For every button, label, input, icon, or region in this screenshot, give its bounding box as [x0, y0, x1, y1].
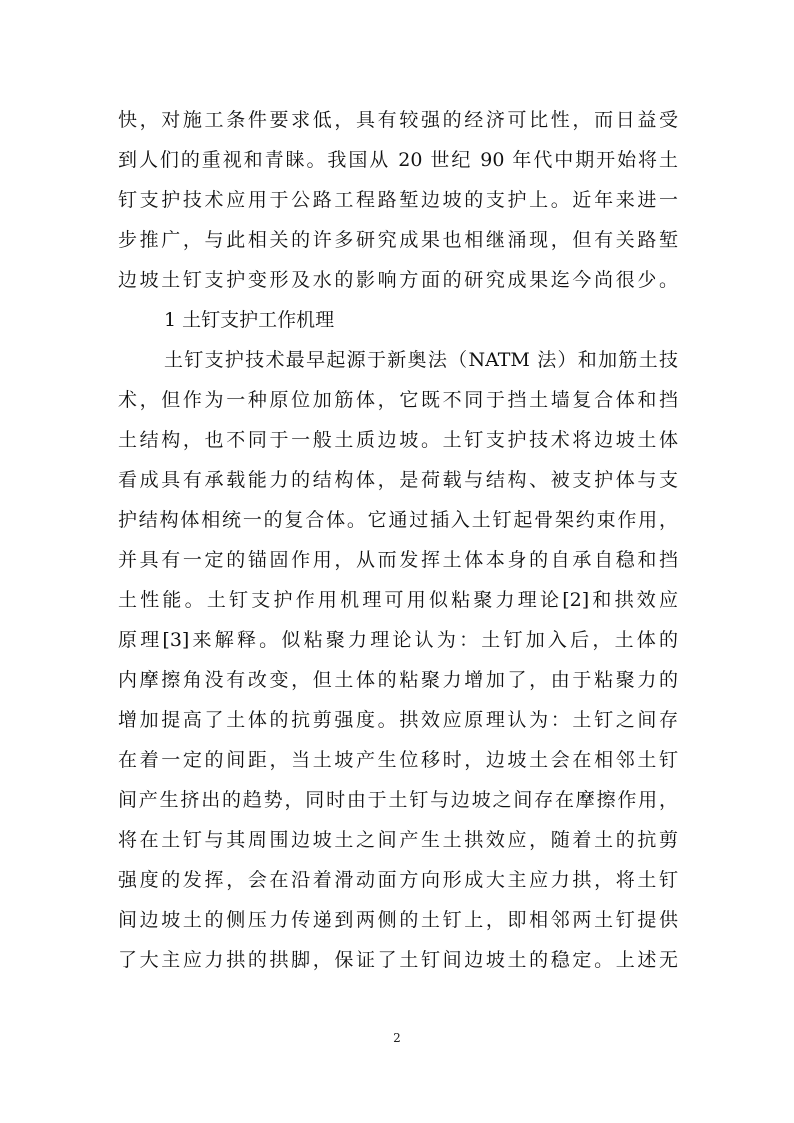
- paragraph-line: 快，对施工条件要求低，具有较强的经济可比性，而日益受: [118, 109, 678, 131]
- paragraph-line: 术，但作为一种原位加筋体，它既不同于挡土墙复合体和挡: [118, 389, 678, 411]
- paragraph-line: 内摩擦角没有改变，但土体的粘聚力增加了，由于粘聚力的: [118, 669, 678, 691]
- document-body: [118, 100, 678, 980]
- page-number: 2: [393, 1031, 401, 1045]
- paragraph-line: 了大主应力拱的拱脚，保证了土钉间边坡土的稳定。上述无: [118, 949, 678, 971]
- paragraph-line: 在着一定的间距，当土坡产生位移时，边坡土会在相邻土钉: [118, 749, 678, 771]
- paragraph-line: 钉支护技术应用于公路工程路堑边坡的支护上。近年来进一: [118, 189, 678, 211]
- paragraph-line: 将在土钉与其周围边坡土之间产生土拱效应，随着土的抗剪: [118, 829, 678, 851]
- paragraph-line: 间产生挤出的趋势，同时由于土钉与边坡之间存在摩擦作用，: [118, 789, 678, 811]
- paragraph-line: 边坡土钉支护变形及水的影响方面的研究成果迄今尚很少。: [118, 269, 678, 291]
- paragraph-line: 步推广，与此相关的许多研究成果也相继涌现，但有关路堑: [118, 229, 678, 251]
- paragraph-line: 土结构，也不同于一般土质边坡。土钉支护技术将边坡土体: [118, 429, 678, 451]
- paragraph-line: 看成具有承载能力的结构体，是荷载与结构、被支护体与支: [118, 469, 678, 491]
- paragraph-line: 强度的发挥，会在沿着滑动面方向形成大主应力拱，将土钉: [118, 869, 678, 891]
- paragraph-line: 土钉支护技术最早起源于新奥法（NATM 法）和加筋土技: [164, 349, 678, 371]
- paragraph-line: 原理[3]来解释。似粘聚力理论认为：土钉加入后，土体的: [118, 629, 678, 651]
- paragraph-line: 增加提高了土体的抗剪强度。拱效应原理认为：土钉之间存: [118, 709, 678, 731]
- paragraph-line: 间边坡土的侧压力传递到两侧的土钉上，即相邻两土钉提供: [118, 909, 678, 931]
- paragraph-line: 护结构体相统一的复合体。它通过插入土钉起骨架约束作用，: [118, 509, 678, 531]
- paragraph-line: 到人们的重视和青睐。我国从 20 世纪 90 年代中期开始将土: [118, 149, 678, 171]
- paragraph-line: 并具有一定的锚固作用，从而发挥土体本身的自承自稳和挡: [118, 549, 678, 571]
- paragraph-line: 土性能。土钉支护作用机理可用似粘聚力理论[2]和拱效应: [118, 589, 678, 611]
- section-heading: 1 土钉支护工作机理: [164, 309, 335, 331]
